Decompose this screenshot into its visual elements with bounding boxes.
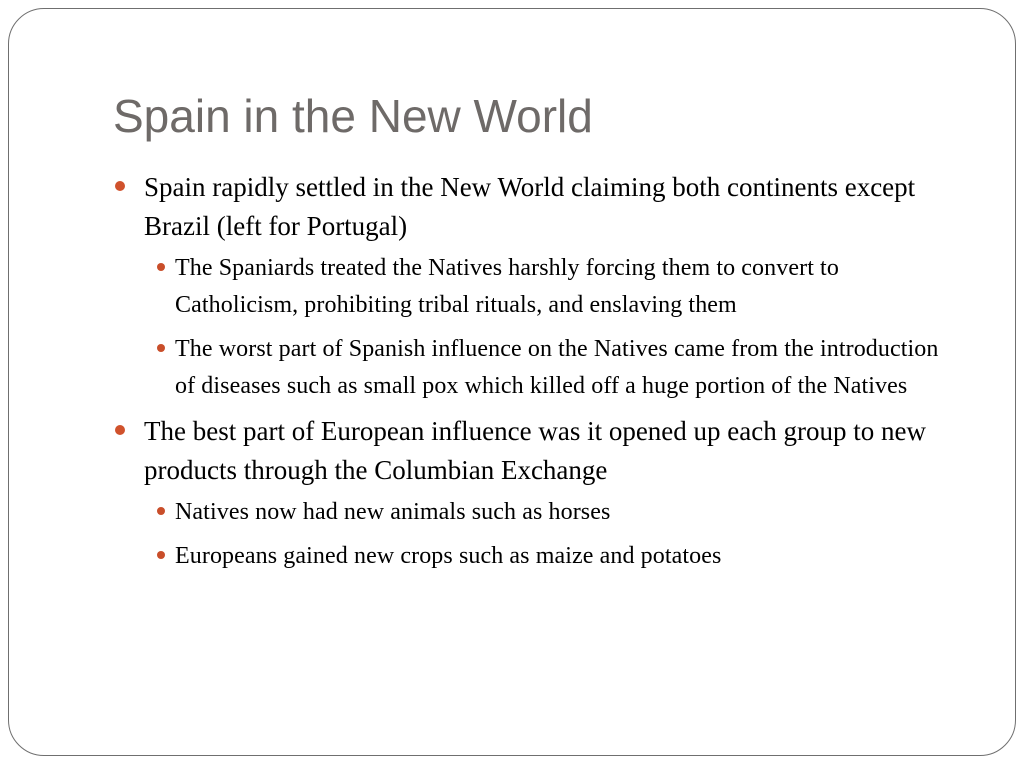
sub-bullet-dot-icon	[157, 344, 165, 352]
sub-bullet-dot-icon	[157, 551, 165, 559]
bullet-text: Spain rapidly settled in the New World claiming both continents except Brazil (left for Portugal)	[144, 172, 916, 241]
bullet-item	[112, 412, 952, 575]
bullet-item	[112, 168, 952, 405]
sub-bullet-list	[144, 250, 952, 405]
bullet-dot-icon	[115, 425, 125, 435]
bullet-list	[112, 168, 952, 575]
bullet-dot-icon	[115, 181, 125, 191]
sub-bullet-item	[144, 331, 952, 405]
sub-bullet-text: Europeans gained new crops such as maize and potatoes	[175, 543, 722, 569]
sub-bullet-item	[144, 494, 952, 531]
sub-bullet-dot-icon	[157, 507, 165, 515]
sub-bullet-list	[144, 494, 952, 575]
slide-body	[112, 168, 952, 582]
bullet-text: The best part of European influence was it opened up each group to new products through the Columbian Exchange	[144, 416, 926, 485]
sub-bullet-text: The Spaniards treated the Natives harshly forcing them to convert to Catholicism, prohibiting tribal rituals, and enslaving them	[175, 255, 839, 318]
sub-bullet-dot-icon	[157, 263, 165, 271]
sub-bullet-text: The worst part of Spanish influence on the Natives came from the introduction of diseases such as small pox which killed off a huge portion of the Natives	[175, 336, 939, 399]
slide-title: Spain in the New World	[113, 90, 593, 142]
sub-bullet-item	[144, 538, 952, 575]
sub-bullet-text: Natives now had new animals such as horses	[175, 499, 611, 525]
sub-bullet-item	[144, 250, 952, 324]
